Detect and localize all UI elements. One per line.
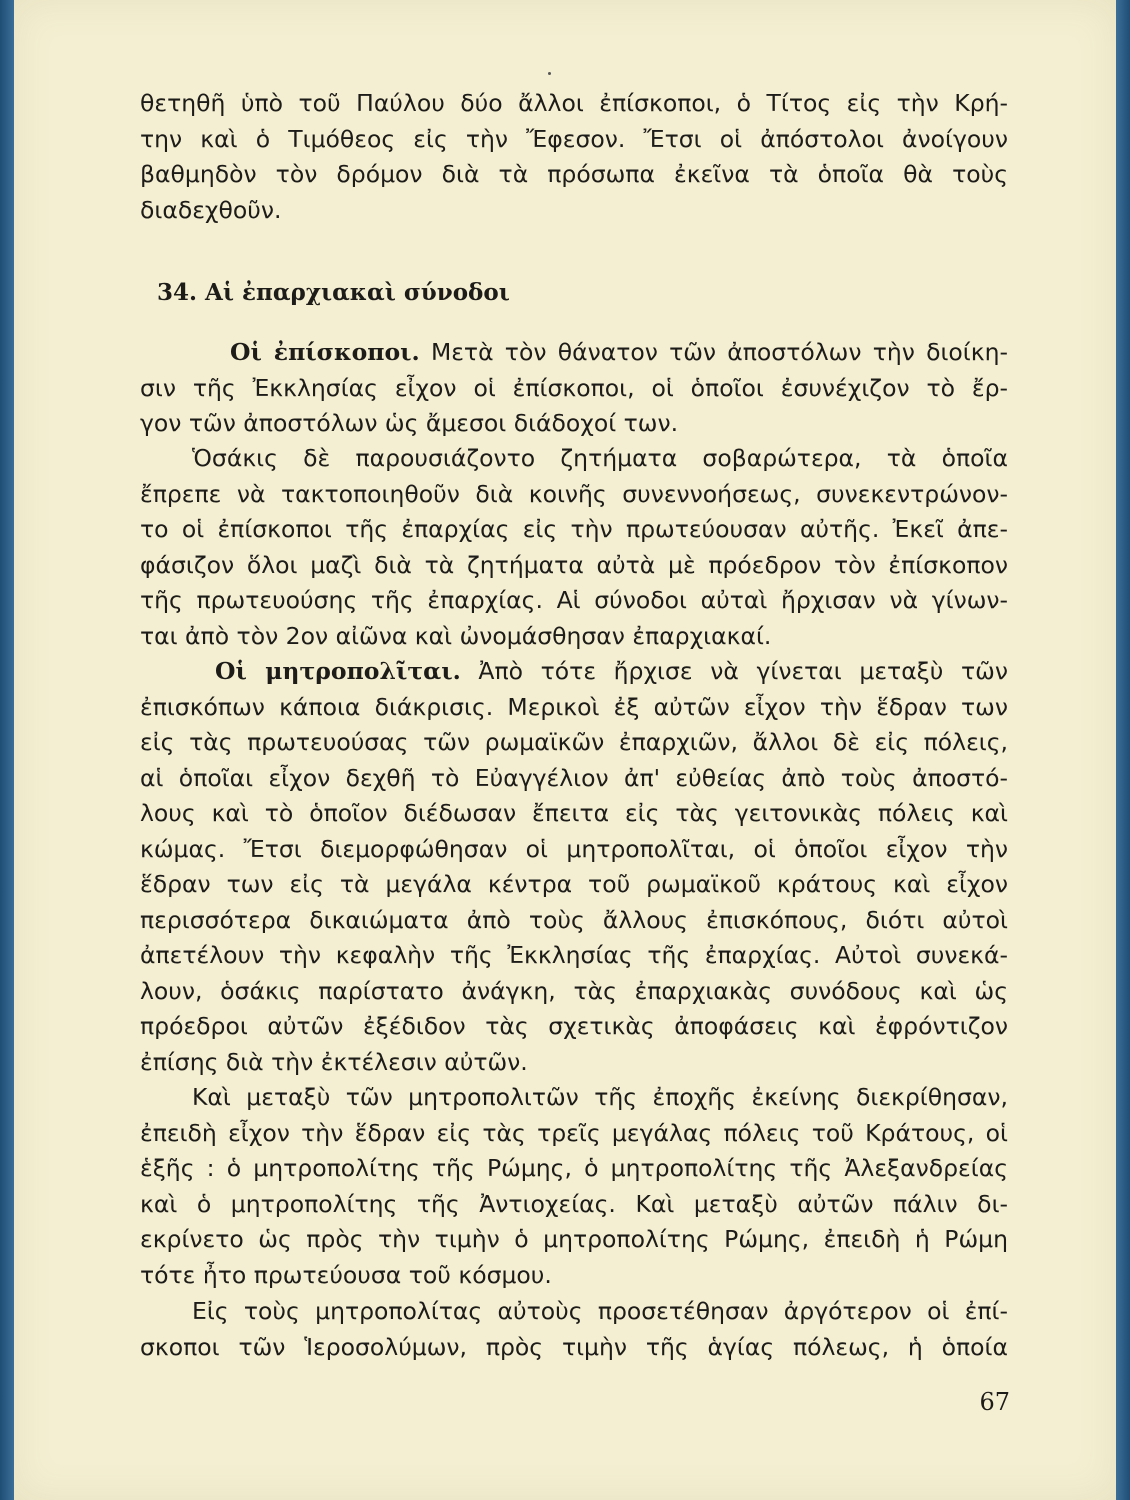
text-line: καὶ ὁ μητροπολίτης τῆς Ἀντιοχείας. Καὶ μεταξὺ αὐτῶν πάλιν δι-	[140, 1189, 1008, 1218]
section-title: 34. Αἱ ἐπαρχιακαὶ σύνοδοι	[157, 279, 510, 306]
text-line: λους καὶ τὸ ὁποῖον διέδωσαν ἔπειτα εἰς τὰς γειτονικὰς πόλεις καὶ	[140, 799, 1008, 827]
text-line: ἐπίσης διὰ τὴν ἐκτέλεσιν αὐτῶν.	[140, 1047, 528, 1076]
text-line: Καὶ μεταξὺ τῶν μητροπολιτῶν τῆς ἐποχῆς ἐκείνης διεκρίθησαν,	[192, 1083, 1008, 1111]
text-line: διαδεχθοῦν.	[140, 195, 282, 224]
text-line	[140, 654, 1008, 690]
paragraph-sees	[140, 1080, 1008, 1293]
scan-right-edge	[1116, 0, 1130, 1500]
text-line: τότε ἦτο πρωτεύουσα τοῦ κόσμου.	[140, 1260, 552, 1289]
text-line: κώμας. Ἔτσι διεμορφώθησαν οἱ μητροπολῖται, οἱ ὁποῖοι εἶχον τὴν	[140, 834, 1008, 863]
text-line: σιν τῆς Ἐκκλησίας εἶχον οἱ ἐπίσκοποι, οἱ ὁποῖοι ἐσυνέχιζον τὸ ἔρ-	[140, 373, 1008, 402]
subheading-metropolitans: Οἱ μητροπολῖται.	[215, 657, 461, 685]
text-line: ἀπετέλουν τὴν κεφαλὴν τῆς Ἐκκλησίας τῆς ἐπαρχίας. Αὐτοὶ συνεκά-	[140, 941, 1008, 969]
paragraph-bishops	[140, 335, 1008, 442]
text-line: ἐπισκόπων κάποια διάκρισις. Μερικοὶ ἐξ αὐτῶν εἶχον τὴν ἕδραν των	[140, 692, 1008, 721]
text-line: γον τῶν ἀποστόλων ὡς ἄμεσοι διάδοχοί των.	[140, 409, 679, 437]
text-line: φάσιζον ὅλοι μαζὶ διὰ τὰ ζητήματα αὐτὰ μὲ πρόεδρον τὸν ἐπίσκοπον	[140, 550, 1008, 579]
scan-left-edge	[0, 0, 14, 1500]
text-line: ἐπειδὴ εἶχον τὴν ἕδραν εἰς τὰς τρεῖς μεγάλας πόλεις τοῦ Κράτους, οἱ	[140, 1118, 1008, 1147]
text-line: ἕδραν των εἰς τὰ μεγάλα κέντρα τοῦ ρωμαϊκοῦ κράτους καὶ εἶχον	[140, 870, 1008, 898]
text-line: τῆς πρωτευούσης τῆς ἐπαρχίας. Αἱ σύνοδοι αὐταὶ ἤρχισαν νὰ γίνων-	[140, 586, 1008, 614]
text-line: περισσότερα δικαιώματα ἀπὸ τοὺς ἄλλους ἐπισκόπους, διότι αὐτοὶ	[140, 905, 1008, 934]
text-line: ἔπρεπε νὰ τακτοποιηθοῦν διὰ κοινῆς συνεννοήσεως, συνεκεντρώνον-	[140, 479, 1008, 508]
text-line: ἑξῆς : ὁ μητροπολίτης τῆς Ρώμης, ὁ μητροπολίτης τῆς Ἀλεξανδρείας	[140, 1154, 1008, 1182]
ink-speck	[548, 72, 551, 75]
text-run: Μετὰ τὸν θάνατον τῶν ἀποστόλων τὴν διοίκη-	[419, 338, 1008, 366]
text-line: αἱ ὁποῖαι εἶχον δεχθῆ τὸ Εὐαγγέλιον ἀπ' εὐθείας ἀπὸ τοὺς ἀποστό-	[140, 763, 1008, 792]
text-line: πρόεδροι αὐτῶν ἐξέδιδον τὰς σχετικὰς ἀποφάσεις καὶ ἐφρόντιζον	[140, 1012, 1008, 1040]
text-line: σκοποι τῶν Ἱεροσολύμων, πρὸς τιμὴν τῆς ἁγίας πόλεως, ἡ ὁποία	[140, 1332, 1008, 1361]
text-line: το οἱ ἐπίσκοποι τῆς ἐπαρχίας εἰς τὴν πρωτεύουσαν αὐτῆς. Ἐκεῖ ἀπε-	[140, 515, 1008, 543]
text-line: εἰς τὰς πρωτευούσας τῶν ρωμαϊκῶν ἐπαρχιῶν, ἄλλοι δὲ εἰς πόλεις,	[140, 728, 1008, 756]
text-line: την καὶ ὁ Τιμόθεος εἰς τὴν Ἔφεσον. Ἔτσι οἱ ἀπόστολοι ἀνοίγουν	[140, 124, 1008, 153]
text-line: λουν, ὁσάκις παρίστατο ἀνάγκη, τὰς ἐπαρχιακὰς συνόδους καὶ ὡς	[140, 976, 1008, 1005]
paragraph-intro	[140, 86, 1008, 228]
page-number: 67	[979, 1388, 1010, 1416]
text-line: ται ἀπὸ τὸν 2ον αἰῶνα καὶ ὠνομάσθησαν ἐπαρχιακαί.	[140, 621, 772, 650]
text-line	[140, 335, 1008, 371]
paragraph-synods	[140, 441, 1008, 654]
text-line: βαθμηδὸν τὸν δρόμον διὰ τὰ πρόσωπα ἐκεῖνα τὰ ὁποῖα θὰ τοὺς	[140, 160, 1008, 188]
paragraph-jerusalem	[140, 1294, 1008, 1365]
paragraph-metropolitans	[140, 654, 1008, 1080]
text-run: Ἀπὸ τότε ἤρχισε νὰ γίνεται μεταξὺ τῶν	[460, 657, 1008, 685]
text-line: Ὁσάκις δὲ παρουσιάζοντο ζητήματα σοβαρώτερα, τὰ ὁποῖα	[192, 444, 1008, 472]
text-line: θετηθῆ ὑπὸ τοῦ Παύλου δύο ἄλλοι ἐπίσκοποι, ὁ Τίτος εἰς τὴν Κρή-	[140, 89, 1008, 117]
text-line: Εἰς τοὺς μητροπολίτας αὐτοὺς προσετέθησαν ἀργότερον οἱ ἐπί-	[192, 1297, 1008, 1325]
text-line: εκρίνετο ὡς πρὸς τὴν τιμὴν ὁ μητροπολίτης Ρώμης, ἐπειδὴ ἡ Ρώμη	[140, 1225, 1008, 1253]
subheading-bishops: Οἱ ἐπίσκοποι.	[230, 338, 420, 366]
